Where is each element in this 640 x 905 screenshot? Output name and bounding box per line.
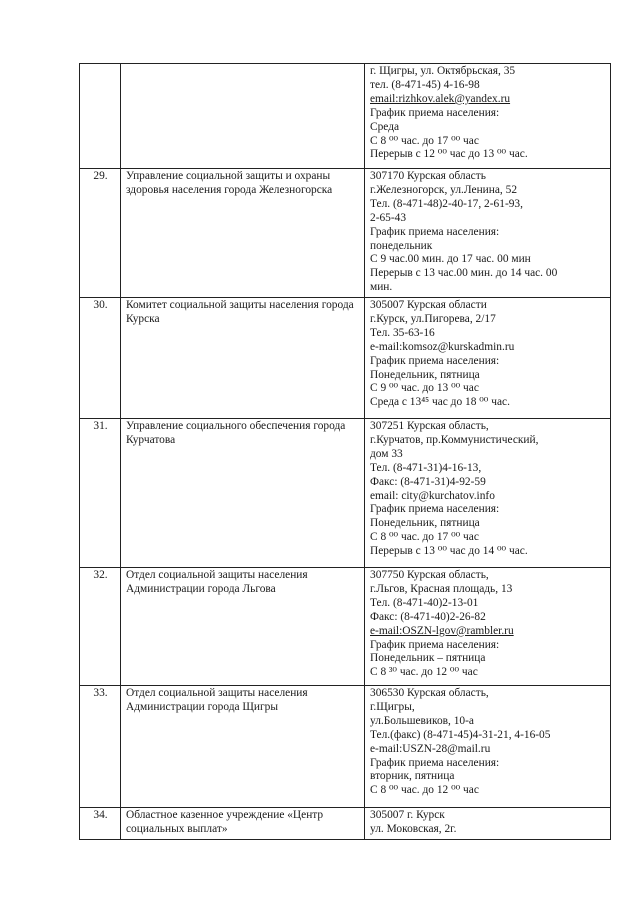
organization-name: Отдел социальной защиты населения Администрации города Льгова [121, 568, 365, 686]
info-line: С 9 ⁰⁰ час. до 13 ⁰⁰ час [370, 382, 479, 395]
info-line: 2-65-43 [370, 211, 407, 224]
row-number: 29. [80, 169, 121, 298]
info-line: С 8 ⁰⁰ час. до 17 ⁰⁰ час [370, 134, 479, 147]
info-line: Факс: (8-471-31)4-92-59 [370, 475, 486, 488]
info-line: Перерыв с 13 час.00 мин. до 14 час. 00 [370, 267, 558, 280]
table-row [80, 808, 611, 840]
info-line: График приема населения: [370, 503, 500, 516]
email-link[interactable]: email: city@kurchatov.info [370, 489, 495, 502]
contact-info [365, 298, 611, 419]
info-line: Понедельник, пятница [370, 517, 480, 530]
info-line: График приема населения: [370, 354, 500, 367]
info-line: Тел.(факс) (8-471-45)4-31-21, 4-16-05 [370, 728, 551, 741]
info-line: 307170 Курская область [370, 170, 486, 182]
info-line: График приема населения: [370, 638, 500, 651]
contact-info [365, 808, 611, 840]
info-line: Перерыв с 12 ⁰⁰ час до 13 ⁰⁰ час. [370, 148, 528, 161]
info-line: г.Курск, ул.Пигорева, 2/17 [370, 312, 496, 325]
info-line: г.Льгов, Красная площадь, 13 [370, 582, 513, 595]
info-line: дом 33 [370, 447, 403, 460]
info-line: Понедельник – пятница [370, 652, 486, 665]
row-number: 30. [80, 298, 121, 419]
email-link[interactable]: e-mail:komsoz@kurskadmin.ru [370, 340, 515, 353]
organization-name: Отдел социальной защиты населения Администрации города Щигры [121, 686, 365, 808]
table-row [80, 64, 611, 169]
info-line: г.Курчатов, пр.Коммунистический, [370, 433, 539, 446]
info-line: С 9 час.00 мин. до 17 час. 00 мин [370, 253, 531, 266]
contact-info [365, 64, 611, 169]
email-link[interactable]: e-mail:USZN-28@mail.ru [370, 742, 491, 755]
info-line: 306530 Курская область, [370, 687, 489, 699]
contact-info [365, 169, 611, 298]
row-number: 34. [80, 808, 121, 840]
table-row [80, 169, 611, 298]
info-line: С 8 ⁰⁰ час. до 12 ⁰⁰ час [370, 784, 479, 797]
table-row [80, 419, 611, 568]
info-line: 305007 г. Курск [370, 809, 445, 821]
info-line: График приема населения: [370, 225, 500, 238]
info-line: мин. [370, 281, 393, 294]
contact-info [365, 568, 611, 686]
info-line: График приема населения: [370, 106, 500, 119]
info-line: ул.Большевиков, 10-а [370, 714, 474, 727]
row-number: 33. [80, 686, 121, 808]
email-link[interactable]: e-mail:OSZN-lgov@rambler.ru [370, 624, 514, 637]
info-line: Среда с 13⁴⁵ час до 18 ⁰⁰ час. [370, 396, 510, 409]
info-line: г. Щигры, ул. Октябрьская, 35 [370, 65, 516, 77]
table-row [80, 298, 611, 419]
info-line: 307251 Курская область, [370, 420, 489, 432]
info-line: Среда [370, 120, 400, 133]
info-line: 305007 Курская области [370, 299, 487, 311]
organization-name: Управление социальной защиты и охраны здоровья населения города Железногорска [121, 169, 365, 298]
contact-info [365, 686, 611, 808]
info-line: г.Щигры, [370, 700, 415, 713]
info-line: тел. (8-471-45) 4-16-98 [370, 78, 480, 91]
email-link[interactable]: email:rizhkov.alek@yandex.ru [370, 92, 511, 105]
info-line: С 8 ⁰⁰ час. до 17 ⁰⁰ час [370, 531, 479, 544]
info-line: С 8 ³⁰ час. до 12 ⁰⁰ час [370, 666, 478, 679]
info-line: Тел. (8-471-40)2-13-01 [370, 596, 479, 609]
info-line: 307750 Курская область, [370, 569, 489, 581]
organization-name: Управление социального обеспечения города Курчатова [121, 419, 365, 568]
row-number [80, 64, 121, 169]
info-line: Тел. 35-63-16 [370, 326, 435, 339]
organization-name: Комитет социальной защиты населения города Курска [121, 298, 365, 419]
row-number: 32. [80, 568, 121, 686]
social-protection-table [79, 63, 611, 840]
info-line: вторник, пятница [370, 770, 455, 783]
info-line: График приема населения: [370, 756, 500, 769]
contact-info [365, 419, 611, 568]
organization-name: Областное казенное учреждение «Центр социальных выплат» [121, 808, 365, 840]
info-line: Факс: (8-471-40)2-26-82 [370, 610, 486, 623]
row-number: 31. [80, 419, 121, 568]
table-row [80, 686, 611, 808]
table-row [80, 568, 611, 686]
info-line: Понедельник, пятница [370, 368, 480, 381]
info-line: ул. Моковская, 2г. [370, 822, 457, 835]
info-line: понедельник [370, 239, 433, 252]
info-line: Тел. (8-471-48)2-40-17, 2-61-93, [370, 197, 523, 210]
info-line: Перерыв с 13 ⁰⁰ час до 14 ⁰⁰ час. [370, 545, 528, 558]
info-line: г.Железногорск, ул.Ленина, 52 [370, 183, 518, 196]
info-line: Тел. (8-471-31)4-16-13, [370, 461, 482, 474]
organization-name [121, 64, 365, 169]
